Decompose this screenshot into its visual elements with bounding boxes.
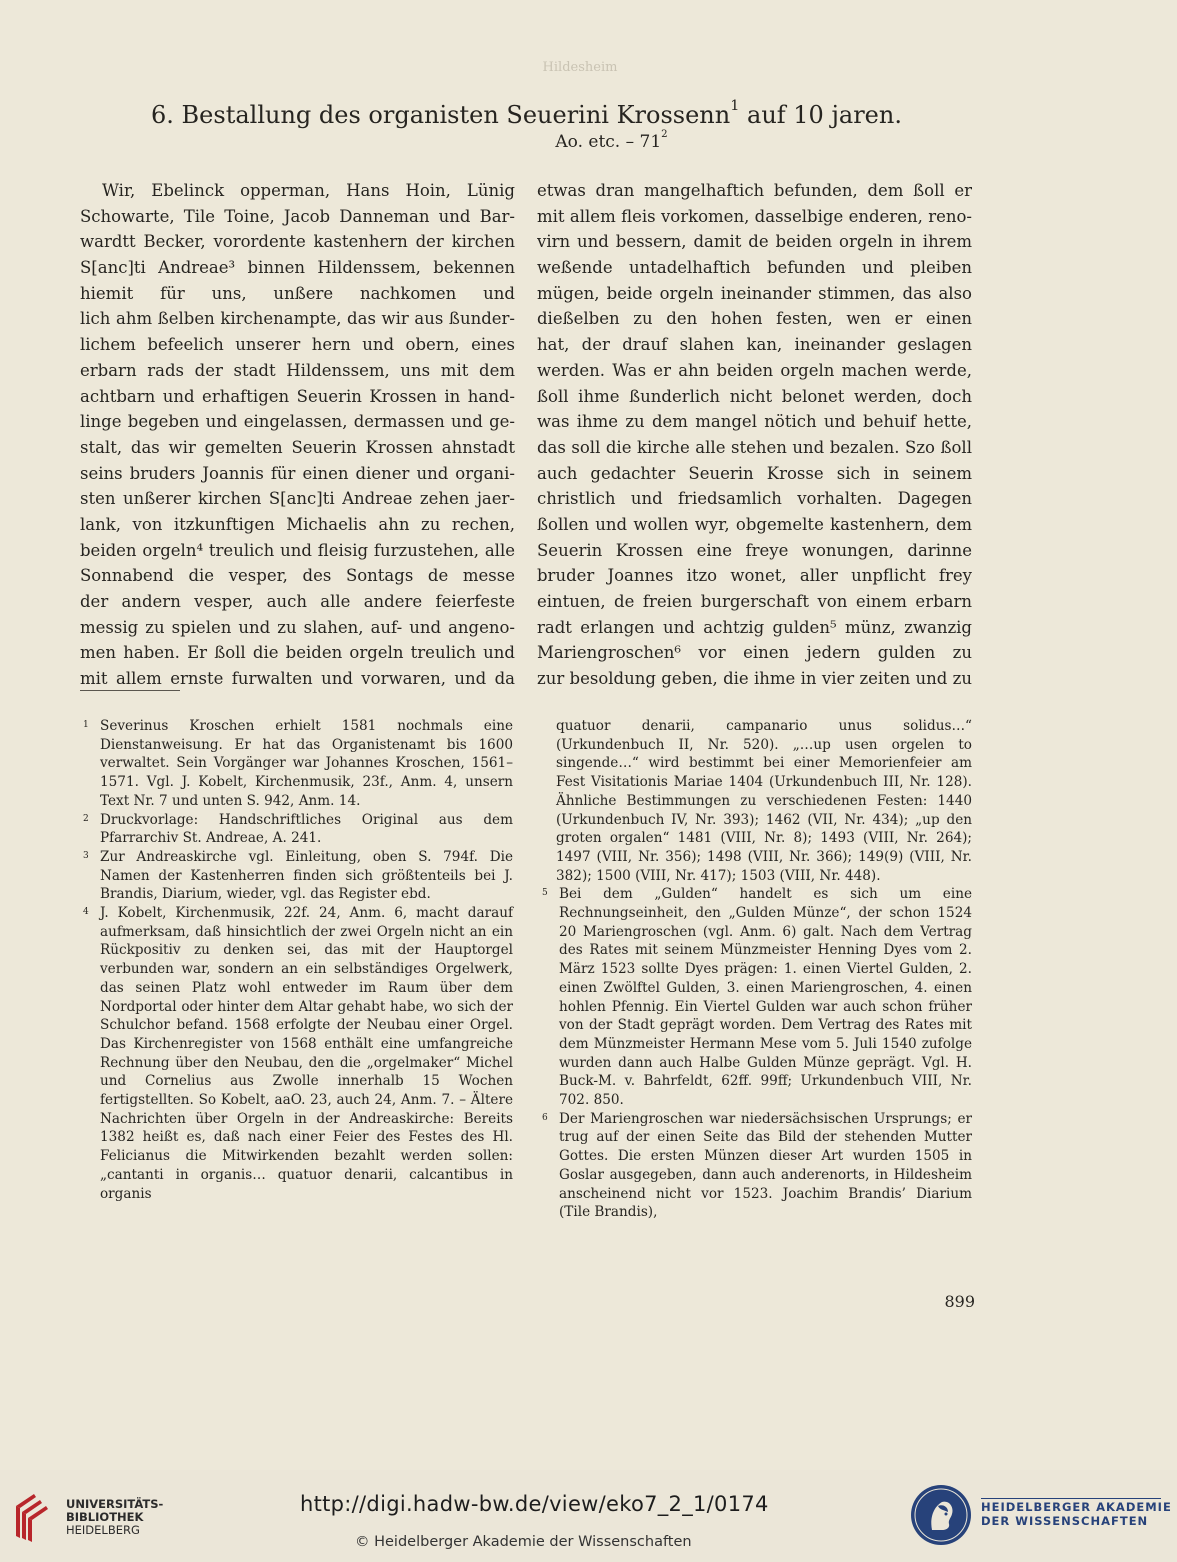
footnote-number: 2 [83, 813, 89, 824]
library-line-1: UNIVERSITÄTS- [66, 1497, 164, 1511]
text-line: etwas dran mangelhaftich befunden, dem ßoll er [537, 181, 972, 200]
academy-rule [981, 1498, 1161, 1499]
footnote-number: 6 [542, 1112, 548, 1123]
text-line: Schowarte, Tile Toine, Jacob Danneman und Bar- [80, 206, 515, 226]
text-line: stalt, das wir gemelten Seuerin Krossen ahnstadt [80, 437, 515, 457]
footnote-text: J. Kobelt, Kirchenmusik, 22f. 24, Anm. 6, macht darauf aufmerksam, daß hinsichtlich der zwei Orgeln nicht an ein Rückpositiv zu denken sei, das mit der Hauptorgel verbunden war, sondern an ein selbständiges Orgelwerk, das seinen Platz wohl entweder im Raum über dem Nordportal oder hinter dem Altar gehabt habe, wo sich der Schulchor befand. 1568 erfolgte der Neubau einer Orgel. Das Kirchenregister von 1568 enthält eine umfangreiche Rechnung über den Neubau, den die „orgelmaker“ Michel und Cornelius aus Zwolle innerhalb 15 Wochen fertigstellten. So Kobelt, aaO. 23, auch 24, Anm. 7. – Ältere Nachrichten über Orgeln in der Andreaskirche: Bereits 1382 heißt es, daß nach einer Feier des Festes des Hl. Felicianus die Mitwirkenden bezahlt werden sollen: „cantanti in organis… quatuor denarii, calcantibus in organis [100, 905, 513, 1202]
text-line: beiden orgeln⁴ treulich und fleisig furzustehen, alle [80, 540, 515, 560]
footnote-6 [539, 1110, 972, 1222]
text-line: dießelben zu den hohen festen, wen er einen [537, 309, 972, 329]
text-line: virn und bessern, damit de beiden orgeln in ihrem [537, 232, 972, 252]
permalink-url[interactable]: http://digi.hadw-bw.de/view/eko7_2_1/0174 [300, 1492, 769, 1516]
title-footnote-marker[interactable]: 1 [730, 98, 740, 114]
body-column-left [80, 178, 515, 692]
text-line: hat, der drauf slahen kan, ineinander geslagen [537, 335, 972, 355]
text-line: christlich und friedsamlich vorhalten. Dagegen [537, 489, 972, 509]
text-line: Wir, Ebelinck opperman, Hans Hoin, Lünig [102, 181, 515, 200]
text-line: der andern vesper, auch alle andere feierfeste [80, 592, 515, 611]
library-line-2: BIBLIOTHEK [66, 1510, 144, 1524]
document-title [80, 100, 973, 130]
text-line: werden. Was er ahn beiden orgeln machen werde, [537, 360, 972, 380]
academy-line-1: HEIDELBERGER AKADEMIE [981, 1500, 1172, 1514]
footnote-2 [80, 811, 513, 848]
footnote-text: Severinus Kroschen erhielt 1581 nochmals eine Dienstanweisung. Er hat das Organistenamt bis 1600 verwaltet. Sein Vorgänger war Johannes Kroschen, 1561–1571. Vgl. J. Kobelt, Kirchenmusik, 23f., Anm. 4, unsern Text Nr. 7 und unten S. 942, Anm. 14. [100, 718, 513, 809]
footnotes-left [80, 717, 513, 1203]
text-line: Sonnabend die vesper, des Sontags de messe [80, 566, 515, 586]
text-line: erbarn rads der stadt Hildenssem, uns mit dem [80, 360, 515, 380]
library-line-3: HEIDELBERG [66, 1523, 140, 1537]
faint-running-head: Hildesheim [542, 60, 618, 75]
text-line: ßoll ihme ßunderlich nicht belonet werden, doch [537, 386, 972, 406]
text-line: zur besoldung geben, die ihme in vier zeiten und zu [537, 669, 972, 689]
footnote-text: Zur Andreaskirche vgl. Einleitung, oben S. 794f. Die Namen der Kastenherren finden sich größtenteils bei J. Brandis, Diarium, wieder, vgl. das Register ebd. [100, 848, 513, 903]
body-column-right [537, 178, 972, 692]
ub-heidelberg-logo-icon[interactable] [12, 1490, 57, 1542]
footnote-text: Der Mariengroschen war niedersächsischen Ursprungs; er trug auf der einen Seite das Bild der stehenden Mutter Gottes. Die ersten Münzen dieser Art wurden 1505 in Goslar ausgegeben, dann auch anderenorts, in Hildesheim anscheinend nicht vor 1523. Joachim Brandis’ Diarium (Tile Brandis), [559, 1110, 972, 1221]
title-text-end: auf 10 jaren. [739, 101, 902, 129]
text-line: mit allem ernste furwalten und vorwaren, und da [80, 669, 515, 689]
text-line: mit allem fleis vorkomen, dasselbige enderen, reno- [537, 206, 972, 226]
text-line: auch gedachter Seuerin Krosse sich in seinem [537, 463, 972, 483]
footnote-separator [80, 690, 180, 691]
text-line: hiemit für uns, unßere nachkomen und [80, 283, 515, 303]
footnote-4 [80, 904, 513, 1203]
text-line: sten unßerer kirchen S[anc]ti Andreae zehen jaer- [80, 489, 515, 509]
hadw-seal-icon[interactable] [910, 1484, 972, 1546]
date-text: Ao. etc. – 71 [555, 132, 662, 152]
text-line: ßollen und wollen wyr, obgemelte kastenhern, dem [537, 514, 972, 534]
text-line: radt erlangen und achtzig gulden⁵ münz, zwanzig [537, 617, 972, 637]
text-line: seins bruders Joannis für einen diener und organi- [80, 463, 515, 483]
footnote-number: 5 [542, 888, 548, 899]
text-line: lichem befeelich unserer hern und obern, eines [80, 335, 515, 355]
document-date [80, 131, 973, 153]
text-line: Seuerin Krossen eine freye wonungen, darinne [537, 540, 972, 560]
title-text: 6. Bestallung des organisten Seuerini Krossenn [151, 101, 731, 129]
footnote-text: quatuor denarii, campanario unus solidus…“ (Urkundenbuch II, Nr. 520). „…up usen orgelen to singende…“ wird bestimmt bei einer Memorienfeier am Fest Visitationis Mariae 1404 (Urkundenbuch III, Nr. 128). Ähnliche Bestimmungen zu verschiedenen Festen: 1440 (Urkundenbuch IV, Nr. 393); 1462 (VII, Nr. 434); „up den groten orgalen“ 1481 (VIII, Nr. 8); 1493 (VIII, Nr. 264); 1497 (VIII, Nr. 356); 1498 (VIII, Nr. 366); 149(9) (VIII, Nr. 382); 1500 (VIII, Nr. 417); 1503 (VIII, Nr. 448). [556, 718, 972, 884]
footnote-3 [80, 848, 513, 904]
footnote-text: Druckvorlage: Handschriftliches Original aus dem Pfarrarchiv St. Andreae, A. 241. [100, 811, 513, 847]
footnote-continued [539, 717, 972, 885]
text-line: wardtt Becker, vorordente kastenhern der kirchen [80, 232, 515, 252]
text-line: messig zu spielen und zu slahen, auf- und angeno- [80, 617, 515, 637]
text-line: was ihme zu dem mangel nötich und behuif hette, [537, 412, 972, 432]
page-number: 899 [944, 1292, 975, 1311]
academy-line-2: DER WISSENSCHAFTEN [981, 1514, 1149, 1528]
text-line: linge begeben und eingelassen, dermassen und ge- [80, 412, 515, 432]
footnote-number: 4 [83, 907, 89, 918]
text-line: men haben. Er ßoll die beiden orgeln treulich und [80, 643, 515, 663]
text-line: achtbarn und erhaftigen Seuerin Krossen in hand- [80, 386, 515, 406]
footnotes-right [539, 717, 972, 1222]
text-line: das soll die kirche alle stehen und bezalen. Szo ßoll [537, 437, 972, 457]
library-name[interactable] [66, 1498, 163, 1537]
viewer-footer [0, 1470, 1177, 1562]
footnote-number: 1 [83, 720, 89, 730]
footnote-5 [539, 885, 972, 1109]
text-line: mügen, beide orgeln ineinander stimmen, das also [537, 283, 972, 303]
academy-name[interactable] [981, 1500, 1172, 1528]
date-footnote-marker[interactable]: 2 [661, 129, 668, 140]
text-line: S[anc]ti Andreae³ binnen Hildenssem, bekennen [80, 258, 515, 278]
footnote-number: 3 [83, 850, 89, 861]
copyright-notice: © Heidelberger Akademie der Wissenschaften [355, 1534, 692, 1550]
text-line: eintuen, de freien burgerschaft von einem erbarn [537, 592, 972, 611]
text-line: bruder Joannes itzo wonet, aller unpflicht frey [537, 566, 972, 586]
text-line: lank, von itzkunftigen Michaelis ahn zu rechen, [80, 514, 515, 534]
text-line: lich ahm ßelben kirchenampte, das wir aus ßunder- [80, 309, 515, 329]
footnote-1 [80, 717, 513, 811]
text-line: Mariengroschen⁶ vor einen jedern gulden zu [537, 643, 972, 663]
footnote-text: Bei dem „Gulden“ handelt es sich um eine Rechnungseinheit, den „Gulden Münze“, der schon 1524 20 Mariengroschen (vgl. Anm. 6) galt. Nach dem Vertrag des Rates mit seinem Münzmeister Henning Dyes vom 2. März 1523 sollte Dyes prägen: 1. einen Viertel Gulden, 2. einen Zwölftel Gulden, 3. einen Mariengroschen, 4. einen hohlen Pfennig. Ein Viertel Gulden war auch schon früher von der Stadt geprägt worden. Dem Vertrag des Rates mit dem Münzmeister Hermann Mese vom 5. Juli 1540 zufolge wurden dann auch Halbe Gulden Münze geprägt. Vgl. H. Buck-M. v. Bahrfeldt, 62ff. 99ff; Urkundenbuch VIII, Nr. 702. 850. [559, 886, 972, 1109]
text-line: weßende untadelhaftich befunden und pleiben [537, 258, 972, 278]
